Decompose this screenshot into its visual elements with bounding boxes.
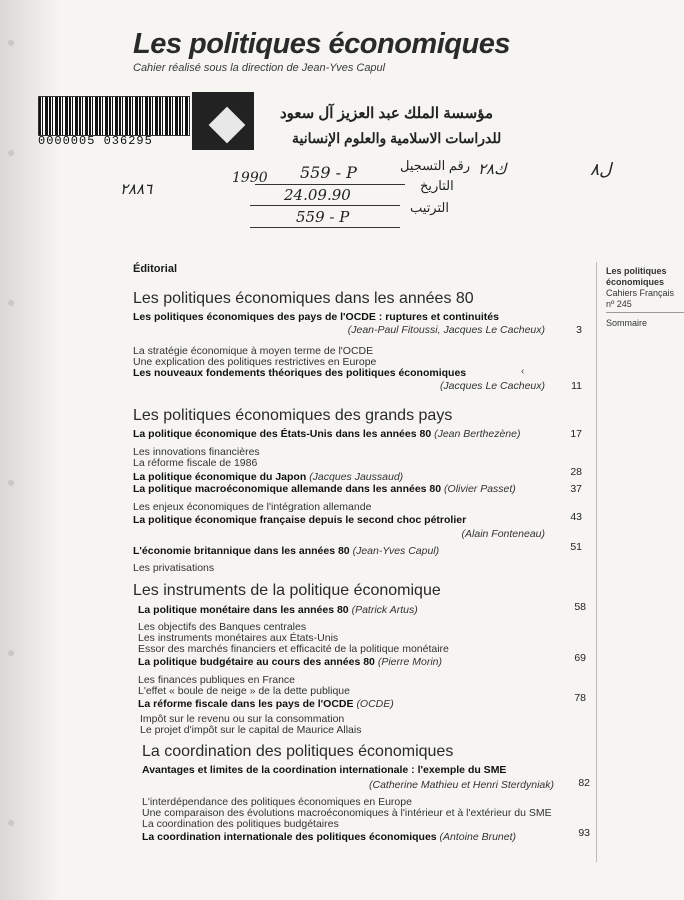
toc-subtopic: Le projet d'impôt sur le capital de Maurice Allais (140, 724, 362, 736)
handwritten-reg-number: 559 - P (300, 163, 357, 182)
toc-page-number: 28 (570, 466, 582, 478)
reg-underline (255, 184, 405, 185)
stamp-institution-sub: للدراسات الاسلامية والعلوم الإنسانية (292, 130, 502, 146)
stamp-date-label: التاريخ (420, 178, 454, 193)
sidebar-title-2: économiques (606, 277, 665, 287)
handwritten-order: 559 - P (296, 208, 350, 226)
toc-article-author: (Jean-Yves Capul) (352, 545, 440, 557)
toc-page-number: 11 (571, 380, 582, 392)
toc-subtopic: La réforme fiscale de 1986 (133, 457, 258, 469)
toc-article-author: (Pierre Morin) (377, 656, 443, 668)
toc-page-number: 51 (570, 541, 582, 553)
handwritten-far-right-code: ل٨ (590, 160, 612, 180)
toc-subtopic: Les privatisations (133, 562, 215, 574)
toc-page-number: 37 (570, 483, 582, 495)
order-underline (250, 227, 400, 228)
toc-article-title: Avantages et limites de la coordination internationale : l'exemple du SME (142, 764, 507, 776)
toc-article-title: L'économie britannique dans les années 80 (Jean-Yves Capul) (133, 545, 440, 557)
toc-article-title: La politique économique du Japon (Jacques Jaussaud) (133, 471, 404, 483)
toc-article-title: Les nouveaux fondements théoriques des politiques économiques (133, 367, 467, 379)
toc-subtopic: Une comparaison des évolutions macroéconomiques à l'intérieur et à l'extérieur du SME (142, 807, 552, 819)
library-logo-icon (192, 92, 254, 150)
toc-article-author: (Jacques Jaussaud) (309, 471, 404, 483)
barcode-label (38, 96, 188, 148)
toc-section-title: Les politiques économiques dans les années 80 (133, 290, 474, 307)
page-subtitle: Cahier réalisé sous la direction de Jean-Yves Capul (133, 62, 386, 74)
toc-article-author: (Jean-Paul Fitoussi, Jacques Le Cacheux) (347, 324, 545, 336)
toc-page-number: 82 (578, 777, 590, 789)
date-underline (250, 205, 400, 206)
toc-article-author: (Antoine Brunet) (439, 831, 517, 843)
toc-subtopic: Les objectifs des Banques centrales (138, 621, 307, 633)
sidebar-title-1: Les politiques (606, 266, 667, 276)
page-title: Les politiques économiques (133, 28, 510, 60)
pencil-mark: ‹ (521, 366, 525, 377)
toc-article-title: La politique macroéconomique allemande dans les années 80 (Olivier Passet) (133, 483, 516, 495)
stamp-order-label: الترتيب (410, 200, 449, 215)
toc-article-title: La politique monétaire dans les années 80 (Patrick Artus) (138, 604, 418, 616)
sidebar-rule (606, 312, 684, 313)
toc-subtopic: L'interdépendance des politiques économiques en Europe (142, 796, 412, 808)
toc-article-author: (Olivier Passet) (444, 483, 516, 495)
toc-page-number: 69 (574, 652, 586, 664)
toc-subtopic: L'effet « boule de neige » de la dette publique (138, 685, 350, 697)
toc-subtopic: Les instruments monétaires aux États-Unis (138, 632, 339, 644)
toc-article-title: Les politiques économiques des pays de l'OCDE : ruptures et continuités (133, 311, 499, 323)
handwritten-date: 24.09.90 (284, 186, 351, 204)
sidebar-sommaire: Sommaire (606, 318, 648, 328)
toc-editorial: Éditorial (133, 263, 178, 275)
toc-section-title: Les instruments de la politique économique (133, 582, 441, 599)
toc-subtopic: La coordination des politiques budgétaires (142, 818, 339, 830)
toc-article-title: La coordination internationale des politiques économiques (Antoine Brunet) (142, 831, 517, 843)
sidebar-issue: nº 245 (606, 299, 632, 309)
toc-page-number: 78 (574, 692, 586, 704)
toc-article-author: (Jean Berthezène) (434, 428, 521, 440)
toc-subtopic: Essor des marchés financiers et efficacité de la politique monétaire (138, 643, 449, 655)
toc-article-author: (Jacques Le Cacheux) (439, 380, 545, 392)
toc-section-title: Les politiques économiques des grands pays (133, 407, 453, 424)
toc-section-title: La coordination des politiques économiques (142, 743, 454, 760)
barcode-number: 0000005 036295 (38, 134, 153, 148)
toc-subtopic: Les innovations financières (133, 446, 260, 458)
toc-subtopic: La stratégie économique à moyen terme de l'OCDE (133, 345, 374, 357)
toc-page-number: 17 (570, 428, 582, 440)
toc-page-number: 3 (576, 324, 582, 336)
toc-article-title: La politique économique française depuis le second choc pétrolier (133, 514, 467, 526)
stamp-reg-label: رقم التسجيل (400, 158, 471, 173)
toc-article-author: (Alain Fonteneau) (461, 528, 545, 540)
toc-article-author: (Catherine Mathieu et Henri Sterdyniak) (368, 779, 554, 791)
toc-article-title: La politique budgétaire au cours des années 80 (Pierre Morin) (138, 656, 443, 668)
toc-subtopic: Une explication des politiques restrictives en Europe (133, 356, 377, 368)
handwritten-right-code: ك٢٨ (478, 160, 507, 178)
toc-subtopic: Les enjeux économiques de l'intégration allemande (133, 501, 372, 513)
toc-page-number: 43 (570, 511, 582, 523)
toc-subtopic: Impôt sur le revenu ou sur la consommation (140, 713, 345, 725)
toc-article-author: (OCDE) (356, 698, 394, 710)
handwritten-year: 1990 (232, 170, 268, 186)
toc-page-number: 58 (574, 601, 586, 613)
sidebar-series: Cahiers Français (606, 288, 675, 298)
toc-article-title: La politique économique des États-Unis dans les années 80 (Jean Berthezène) (133, 428, 521, 440)
toc-subtopic: Les finances publiques en France (138, 674, 296, 686)
sidebar-masthead (606, 266, 674, 310)
toc-article-author: (Patrick Artus) (351, 604, 418, 616)
barcode-bars (38, 96, 190, 136)
stamp-institution: مؤسسة الملك عبد العزيز آل سعود (280, 105, 493, 122)
binding-holes (8, 0, 28, 900)
toc-page-number: 93 (578, 827, 590, 839)
toc-article-title: La réforme fiscale dans les pays de l'OCDE (OCDE) (138, 698, 394, 710)
column-rule (596, 262, 597, 862)
handwritten-left-number: ٢٨٨٦ (120, 180, 153, 198)
